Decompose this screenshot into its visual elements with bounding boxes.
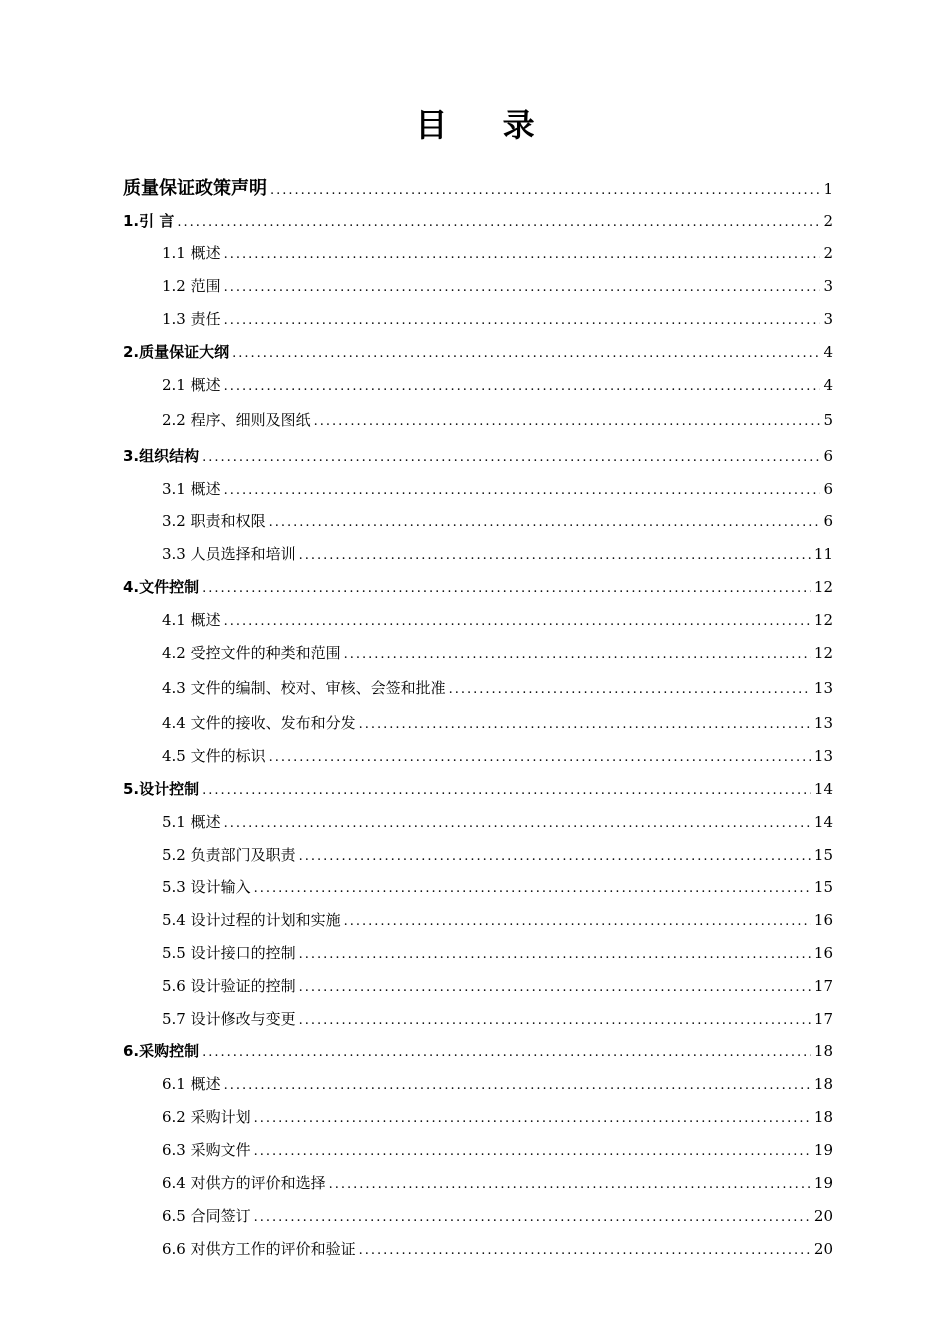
toc-entry-text: 4.5 文件的标识 [162,747,266,765]
toc-entry-chapter-5[interactable] [123,778,833,802]
toc-entry-6-2[interactable] [162,1106,833,1130]
toc-entry-5-7[interactable] [162,1008,833,1032]
toc-page-number: 16 [813,911,833,929]
toc-entry-text: 质量保证政策声明 [123,178,267,199]
toc-page-number: 13 [813,747,833,765]
toc-page-number: 13 [813,679,833,697]
toc-entry-6-1[interactable] [162,1073,833,1097]
toc-entry-text: 2.质量保证大纲 [123,343,230,361]
toc-page-number: 2 [823,244,833,262]
toc-entry-4-5[interactable] [162,745,833,769]
toc-leader-dots [224,379,821,394]
toc-entry-5-6[interactable] [162,975,833,999]
toc-leader-dots [299,849,811,864]
toc-page-number: 6 [823,512,833,530]
toc-entry-5-1[interactable] [162,811,833,835]
toc-leader-dots [224,614,811,629]
toc-page-number: 15 [813,878,833,896]
toc-leader-dots [224,1078,811,1093]
toc-leader-dots [270,183,820,198]
toc-entry-4-1[interactable] [162,609,833,633]
toc-page-number: 6 [823,480,833,498]
toc-entry-text: 5.设计控制 [123,780,200,798]
toc-leader-dots [344,647,811,662]
toc-entry-6-5[interactable] [162,1205,833,1229]
toc-entry-text: 4.4 文件的接收、发布和分发 [162,714,356,732]
toc-leader-dots [254,881,811,896]
toc-leader-dots [329,1177,811,1192]
toc-leader-dots [359,717,811,732]
toc-page-number: 11 [813,545,833,563]
toc-entry-text: 3.1 概述 [162,480,221,498]
toc-entry-policy-statement[interactable] [123,174,833,198]
toc-entry-5-2[interactable] [162,844,833,868]
toc-leader-dots [254,1210,811,1225]
toc-leader-dots [299,947,811,962]
toc-leader-dots [232,346,820,361]
toc-entry-text: 3.2 职责和权限 [162,512,266,530]
toc-page-number: 15 [813,846,833,864]
toc-entry-2-1[interactable] [162,374,833,398]
toc-entry-text: 4.2 受控文件的种类和范围 [162,644,341,662]
toc-leader-dots [224,247,821,262]
toc-leader-dots [299,980,811,995]
toc-title: 目 录 [415,106,557,144]
toc-page-number: 18 [813,1108,833,1126]
toc-entry-2-2[interactable] [162,409,833,433]
toc-leader-dots [224,483,821,498]
toc-entry-text: 5.2 负责部门及职责 [162,846,296,864]
toc-page-number: 16 [813,944,833,962]
toc-entry-6-4[interactable] [162,1172,833,1196]
toc-entry-6-6[interactable] [162,1238,833,1262]
toc-entry-text: 1.1 概述 [162,244,221,262]
toc-entry-5-4[interactable] [162,909,833,933]
toc-entry-text: 6.5 合同签订 [162,1207,251,1225]
toc-entry-3-3[interactable] [162,543,833,567]
toc-leader-dots [224,816,811,831]
toc-page-number: 17 [813,977,833,995]
toc-entry-chapter-3[interactable] [123,445,833,469]
toc-entry-chapter-2[interactable] [123,341,833,365]
toc-entry-text: 4.1 概述 [162,611,221,629]
toc-entry-text: 3.组织结构 [123,447,200,465]
toc-page-number: 12 [813,611,833,629]
toc-page-number: 3 [823,277,833,295]
toc-page-number: 12 [813,644,833,662]
toc-entry-text: 2.1 概述 [162,376,221,394]
toc-leader-dots [202,783,811,798]
toc-leader-dots [359,1243,811,1258]
toc-page-number: 2 [823,212,833,230]
toc-leader-dots [202,450,820,465]
toc-leader-dots [254,1144,811,1159]
toc-entry-text: 4.3 文件的编制、校对、审核、会签和批准 [162,679,446,697]
toc-page-number: 19 [813,1141,833,1159]
toc-entry-chapter-1[interactable] [123,210,833,234]
toc-entry-text: 1.引 言 [123,212,175,230]
toc-entry-text: 3.3 人员选择和培训 [162,545,296,563]
toc-leader-dots [254,1111,811,1126]
toc-entry-text: 1.3 责任 [162,310,221,328]
toc-page-number: 20 [813,1207,833,1225]
toc-entry-4-2[interactable] [162,642,833,666]
toc-entry-text: 6.4 对供方的评价和选择 [162,1174,326,1192]
toc-leader-dots [177,215,820,230]
toc-entry-text: 6.6 对供方工作的评价和验证 [162,1240,356,1258]
toc-entry-text: 6.1 概述 [162,1075,221,1093]
toc-page-number: 17 [813,1010,833,1028]
toc-leader-dots [314,414,821,429]
toc-leader-dots [449,682,811,697]
toc-entry-3-1[interactable] [162,478,833,502]
toc-leader-dots [344,914,811,929]
toc-page-number: 14 [813,813,833,831]
toc-entry-1-3[interactable] [162,308,833,332]
toc-entry-text: 4.文件控制 [123,578,200,596]
toc-leader-dots [202,581,811,596]
toc-page-number: 5 [823,411,833,429]
toc-page-number: 14 [813,780,833,798]
toc-entry-text: 5.1 概述 [162,813,221,831]
toc-page-number: 12 [813,578,833,596]
toc-entry-6-3[interactable] [162,1139,833,1163]
toc-entry-3-2[interactable] [162,510,833,534]
toc-entry-text: 6.采购控制 [123,1042,200,1060]
toc-leader-dots [299,1013,811,1028]
toc-entry-text: 1.2 范围 [162,277,221,295]
toc-page-number: 13 [813,714,833,732]
toc-page-number: 20 [813,1240,833,1258]
toc-leader-dots [269,515,821,530]
toc-entry-5-5[interactable] [162,942,833,966]
toc-page-number: 18 [813,1042,833,1060]
toc-entry-text: 2.2 程序、细则及图纸 [162,411,311,429]
toc-page-number: 18 [813,1075,833,1093]
toc-entry-5-3[interactable] [162,876,833,900]
toc-entry-4-4[interactable] [162,712,833,736]
toc-entry-1-2[interactable] [162,275,833,299]
toc-entry-text: 5.7 设计修改与变更 [162,1010,296,1028]
toc-entry-text: 5.5 设计接口的控制 [162,944,296,962]
toc-page-number: 3 [823,310,833,328]
toc-entry-text: 6.2 采购计划 [162,1108,251,1126]
toc-entry-text: 5.3 设计输入 [162,878,251,896]
toc-page-number: 4 [823,343,833,361]
toc-entry-1-1[interactable] [162,242,833,266]
toc-entry-text: 5.6 设计验证的控制 [162,977,296,995]
toc-leader-dots [202,1045,811,1060]
toc-leader-dots [224,313,821,328]
toc-leader-dots [299,548,811,563]
toc-page-number: 1 [823,180,833,198]
toc-entry-text: 5.4 设计过程的计划和实施 [162,911,341,929]
toc-page-number: 19 [813,1174,833,1192]
toc-entry-4-3[interactable] [162,677,833,701]
toc-page-number: 4 [823,376,833,394]
toc-page-number: 6 [823,447,833,465]
toc-entry-text: 6.3 采购文件 [162,1141,251,1159]
toc-leader-dots [269,750,811,765]
toc-leader-dots [224,280,821,295]
toc-entry-chapter-6[interactable] [123,1040,833,1064]
toc-entry-chapter-4[interactable] [123,576,833,600]
